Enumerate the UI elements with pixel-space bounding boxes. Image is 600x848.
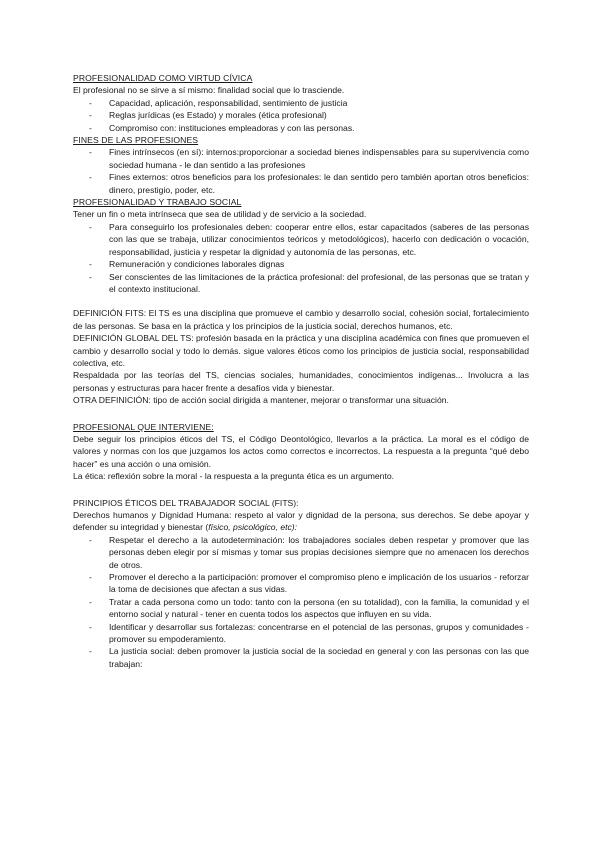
paragraph-intro-1: El profesional no se sirve a sí mismo: finalidad social que lo trasciende. [73,85,345,96]
dash-bullet: - [89,621,92,632]
heading-profesional-interviene: PROFESIONAL QUE INTERVIENE: [73,421,214,432]
dash-bullet: - [89,271,92,282]
definition-global: DEFINICIÓN GLOBAL DEL TS: profesión basada en la práctica y una disciplina académica con fines que promueven el cambio y desarrollo social y todo lo demás. sigue valores éticos como los principios de justicia social, responsabilidad colectiva, etc. [73,333,529,368]
heading-fines-profesiones: FINES DE LAS PROFESIONES [73,135,199,146]
list-item: - Remuneración y condiciones laborales dignas [89,259,285,270]
spacer [73,295,529,307]
list-item: - La justicia social: deben promover la justicia social de la sociedad en general y con las personas con las que trabajan: [89,646,529,669]
list-section-2 [73,146,529,196]
list-item: - Capacidad, aplicación, responsabilidad, sentimiento de justicia [89,97,348,108]
list-item: - Compromiso con: instituciones empleadoras y con las personas. [89,122,355,133]
dash-bullet: - [89,596,92,607]
list-section-3 [73,221,529,295]
list-item: - Promover el derecho a la participación: promover el compromiso pleno e implicación de los usuarios - reforzar la toma de decisiones que afectan a sus vidas. [89,572,529,595]
list-item: - Identificar y desarrollar sus fortalezas: concentrarse en el potencial de las personas, grupos y comunidades - promover su empoderamiento. [89,621,529,645]
definition-otra: OTRA DEFINICIÓN: tipo de acción social dirigida a mantener, mejorar o transformar una situación. [73,395,449,406]
list-item: - Respetar el derecho a la autodeterminación: los trabajadores sociales deben respetar y promover que las personas deben elegir por sí mismas y tomar sus propias decisiones siempre que no amenacen los derechos de otros. [89,534,529,570]
list-section-5 [73,534,529,670]
definition-respaldo: Respaldada por las teorías del TS, ciencias sociales, humanidades, conocimientos indígenas... Involucra a las personas y estructuras para hacer frente a desafíos vida y bienestar. [73,370,529,393]
dash-bullet: - [89,147,92,158]
list-item: - Fines intrínsecos (en sí): internos:proporcionar a sociedad bienes indispensables para su supervivencia como sociedad humana - le dan sentido a las profesiones [89,147,529,170]
paragraph-etica: La ética: reflexión sobre la moral - la respuesta a la pregunta ética es un argumento. [73,471,395,482]
dash-bullet: - [89,259,92,270]
dash-bullet: - [89,572,92,583]
paragraph-derechos-humanos: Derechos humanos y Dignidad Humana: respeto al valor y dignidad de la persona, sus derechos. Se debe apoyar y defender su integridad y bienestar (físico, psicológico, etc): [73,510,529,533]
dash-bullet: - [89,534,92,545]
dash-bullet: - [89,172,92,183]
dash-bullet: - [89,110,92,121]
list-item: - Reglas jurídicas (es Estado) y morales (ética profesional) [89,110,327,121]
paragraph-intro-3: Tener un fin o meta intrínseca que sea de utilidad y de servicio a la sociedad. [73,209,367,220]
dash-bullet: - [89,646,92,657]
list-item: - Fines externos: otros beneficios para los profesionales: le dan sentido pero también aportan otros beneficios: dinero, prestigio, poder, etc. [89,172,529,195]
heading-profesionalidad-trabajo-social: PROFESIONALIDAD Y TRABAJO SOCIAL [73,197,242,208]
definition-fits: DEFINICIÓN FITS: El TS es una disciplina que promueve el cambio y desarrollo social, cohesión social, fortalecimiento de las personas. Se basa en la práctica y los principios de la justicia social, derechos humanos, etc. [73,308,529,331]
list-section-1 [73,97,529,134]
list-item: - Tratar a cada persona como un todo: tanto con la persona (en su totalidad), con la familia, la comunidad y el entorno social y natural - tener en cuenta todos los aspectos que influyen en su vida. [89,596,529,620]
heading-principios-eticos: PRINCIPIOS ÉTICOS DEL TRABAJADOR SOCIAL (FITS): [73,497,299,508]
dash-bullet: - [89,97,92,108]
spacer [73,483,529,497]
list-item: - Ser conscientes de las limitaciones de la práctica profesional: del profesional, de las personas que se tratan y el contexto institucional. [89,271,529,294]
spacer [73,407,529,421]
dash-bullet: - [89,221,92,232]
list-item: - Para conseguirlo los profesionales deben: cooperar entre ellos, estar capacitados (saberes de las personas con las que se trabaja, utilizar conocimientos teóricos y metodológicos), hacerlo con dedicación o vocación, responsabilidad, justicia y respetar la dignidad y autonomía de las personas, etc. [89,221,529,257]
document-body [73,72,529,670]
dash-bullet: - [89,122,92,133]
heading-profesionalidad-virtud-civica: PROFESIONALIDAD COMO VIRTUD CÍVICA [73,73,253,83]
paragraph-moral: Debe seguir los principios éticos del TS, el Código Deontológico, llevarlos a la práctica. La moral es el código de valores y normas con los que juzgamos los actos como correctos e incorrectos. La respuesta a la pregunta “qué debo hacer” es una acción o una omisión. [73,433,529,469]
